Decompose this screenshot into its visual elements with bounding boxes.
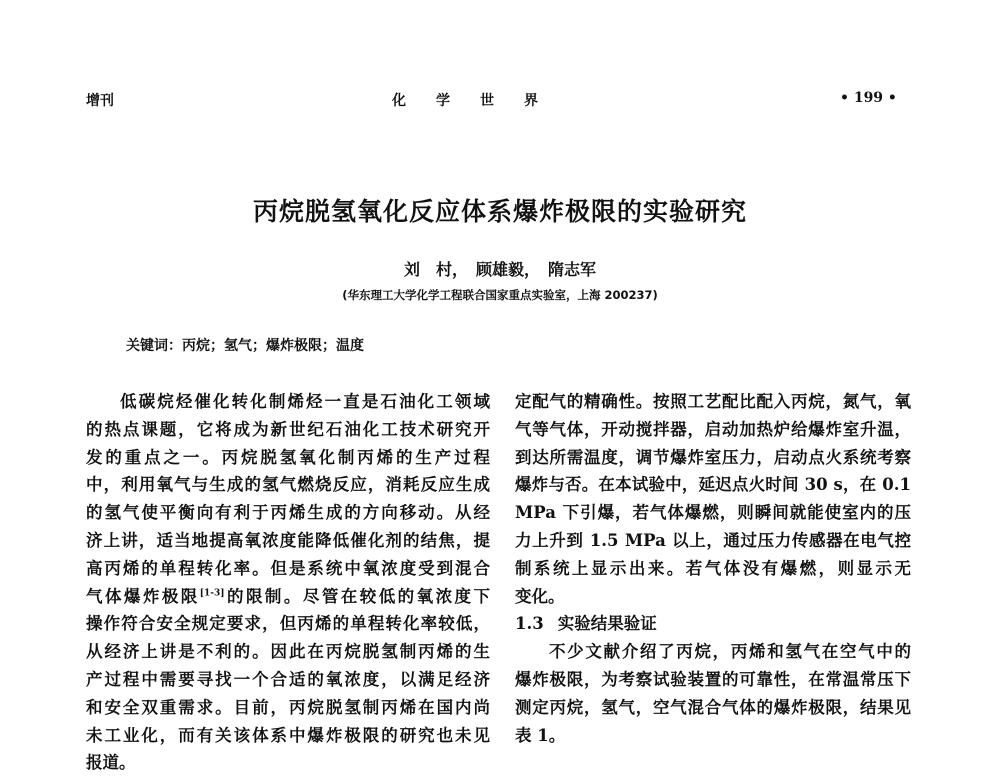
paper-title: 丙烷脱氢氧化反应体系爆炸极限的实验研究: [252, 197, 747, 226]
text-line: 的氢气使平衡向有利于丙烯生成的方向移动。从经: [86, 503, 490, 523]
text-line: 制系统上显示出来。若气体没有爆燃，则显示无: [515, 558, 911, 578]
left-column: [86, 388, 490, 777]
text-line: 济上讲，适当地提高氧浓度能降低催化剂的结焦，提: [86, 530, 490, 550]
text-line: 爆炸与否。在本试验中，延迟点火时间 30 s，在 0.1: [515, 475, 911, 495]
text-line: 力上升到 1.5 MPa 以上，通过压力传感器在电气控: [515, 530, 911, 550]
text-line: 到达所需温度，调节爆炸室压力，启动点火系统考察: [515, 447, 911, 467]
section-number: 1.3: [515, 614, 544, 634]
citation-ref[interactable]: [1-3]: [199, 588, 225, 599]
text-line: 从经济上讲是不利的。因此在丙烷脱氢制丙烯的生: [86, 642, 490, 662]
text-fragment: 气体爆炸极限: [86, 586, 200, 606]
text-line: 发的重点之一。丙烷脱氢氧化制丙烯的生产过程: [86, 447, 490, 467]
text-line: 低碳烷烃催化转化制烯烃一直是石油化工领域: [120, 392, 490, 411]
text-line: 定配气的精确性。按照工艺配比配入丙烷，氮气，氧: [515, 392, 911, 411]
text-line: 报道。: [86, 753, 136, 773]
text-line: MPa 下引爆，若气体爆燃，则瞬间就能使室内的压: [515, 503, 911, 523]
journal-issue-label: 增刊: [86, 93, 114, 109]
text-line: 不少文献介绍了丙烷，丙烯和氢气在空气中的: [549, 642, 911, 662]
text-line: 表 1。: [515, 725, 566, 745]
page-number: • 199 •: [840, 90, 897, 106]
text-line: 产过程中需要寻找一个合适的氧浓度，以满足经济: [86, 669, 490, 689]
text-line: 爆炸极限，为考察试验装置的可靠性，在常温常压下: [515, 669, 911, 689]
text-fragment: 的限制。尽管在较低的氧浓度下: [224, 586, 490, 606]
right-column: [515, 388, 911, 749]
text-line: 未工业化，而有关该体系中爆炸极限的研究也未见: [86, 725, 490, 745]
text-line: 测定丙烷，氢气，空气混合气体的爆炸极限，结果见: [515, 697, 911, 717]
keywords: 关键词：丙烷；氢气；爆炸极限；温度: [126, 338, 364, 354]
text-line: 操作符合安全规定要求，但丙烯的单程转化率较低，: [86, 614, 490, 634]
authors: 刘 村， 顾雄毅， 隋志军: [403, 260, 596, 279]
text-line: 的热点课题，它将成为新世纪石油化工技术研究开: [86, 419, 490, 439]
text-line: 变化。: [515, 586, 565, 606]
text-line: 气等气体，开动搅拌器，启动加热炉给爆炸室升温，: [515, 419, 911, 439]
journal-name: 化学世界: [392, 93, 568, 109]
section-title: 实验结果验证: [557, 614, 657, 634]
text-line: 中，利用氧气与生成的氢气燃烧反应，消耗反应生成: [86, 475, 490, 495]
affiliation: (华东理工大学化学工程联合国家重点实验室，上海 200237): [342, 288, 658, 302]
text-line-with-citation: [86, 583, 490, 611]
text-line: 高丙烯的单程转化率。但是系统中氧浓度受到混合: [86, 558, 490, 578]
text-line: 和安全双重需求。目前，丙烷脱氢制丙烯在国内尚: [86, 697, 490, 717]
section-heading: [515, 610, 911, 638]
